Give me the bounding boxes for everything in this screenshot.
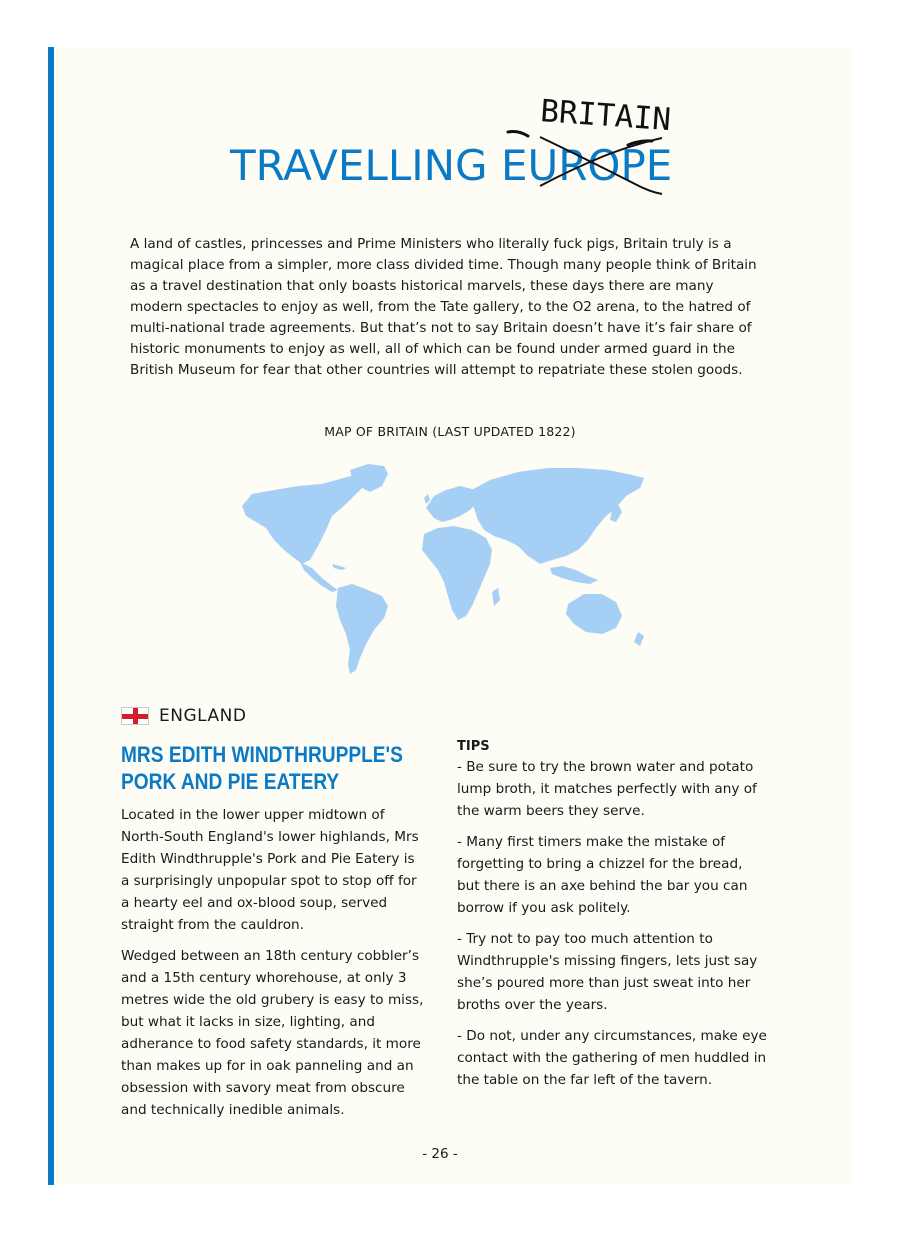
country-name: ENGLAND (159, 706, 247, 726)
title-struck-text: ROPE (558, 141, 673, 190)
southeast-asia-islands (550, 566, 598, 584)
tips-column (457, 738, 767, 1100)
strike-line-1 (540, 137, 662, 194)
eatery-title (121, 741, 403, 795)
british-isles (424, 494, 430, 504)
map-caption: MAP OF BRITAIN (LAST UPDATED 1822) (324, 424, 576, 439)
central-america-landmass (300, 562, 338, 592)
handwritten-britain: BRITAIN (539, 93, 673, 139)
world-map (228, 460, 668, 685)
africa-landmass (422, 526, 492, 620)
page-accent-bar (48, 47, 54, 1185)
country-heading (121, 706, 246, 726)
description-paragraph: Located in the lower upper midtown of North-South England's lower highlands, Mrs Edith Windthrupple's Pork and Pie Eatery is a surprisingly unpopular spot to stop off for a hearty eel and ox-blood soup, served straight from the cauldron. (121, 807, 419, 933)
handwritten-correction (500, 90, 720, 200)
tip-item: - Be sure to try the brown water and potato lump broth, it matches perfectly with any of the warm beers they serve. (457, 759, 757, 819)
england-flag-icon (121, 707, 149, 725)
madagascar-island (492, 588, 500, 606)
intro-paragraph: A land of castles, princesses and Prime Ministers who literally fuck pigs, Britain truly is a magical place from a simpler, more class divided time. Though many people think of Britain as a travel destination that only boasts historical marvels, these days there are many modern spectacles to enjoy as well, from the Tate gallery, to the O2 arena, to the hatred of multi-national trade agreements. But that’s not to say Britain doesn’t have it’s fair share of historic monuments to enjoy as well, all of which can be found under armed guard in the British Museum for fear that other countries will attempt to repatriate these stolen goods. (130, 236, 757, 378)
tips-heading: TIPS (457, 739, 490, 754)
title-prefix: TRAVELLING EU (230, 141, 559, 190)
tip-item: - Many first timers make the mistake of forgetting to bring a chizzel for the bread, but there is an axe behind the bar you can borrow if you ask politely. (457, 834, 748, 916)
eatery-title-line-1: MRS EDITH WINDTHRUPPLE'S (121, 742, 403, 767)
caribbean-islands (332, 564, 346, 570)
new-zealand-islands (634, 632, 644, 646)
description-paragraph: Wedged between an 18th century cobbler’s and a 15th century whorehouse, at only 3 metres wide the old grubery is easy to miss, but what it lacks in size, lighting, and adherance to food safety standards, it more than makes up for in oak panneling and an obsession with savory meat from obscure and technically inedible animals. (121, 948, 424, 1118)
north-america-landmass (242, 474, 372, 564)
eatery-title-line-2: PORK AND PIE EATERY (121, 769, 340, 794)
tip-item: - Try not to pay too much attention to Windthrupple's missing fingers, lets just say she’s poured more than just sweat into her broths over the years. (457, 931, 758, 1013)
page-number: - 26 - (422, 1146, 458, 1162)
eatery-description (121, 804, 427, 1130)
south-america-landmass (336, 584, 388, 674)
tip-item: - Do not, under any circumstances, make eye contact with the gathering of men huddled in the table on the far left of the tavern. (457, 1028, 767, 1088)
caret-left (508, 132, 528, 137)
australia-landmass (566, 594, 622, 634)
